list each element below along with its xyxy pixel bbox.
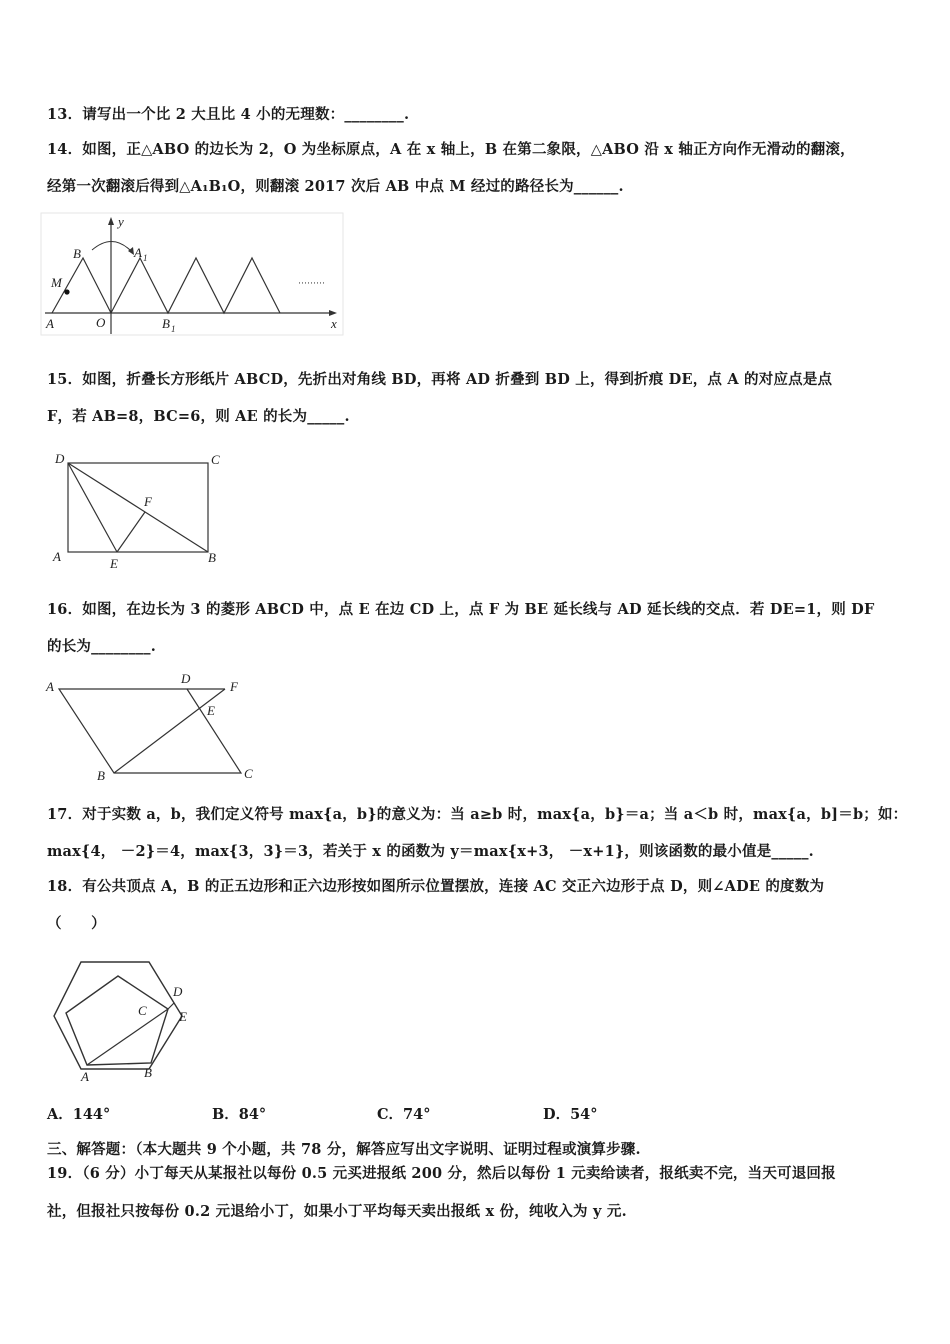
label-e: E [179,1009,187,1024]
rhombus-abcd [59,689,241,773]
q14-figure-frame [41,213,343,335]
label-f: F [230,679,238,694]
rolling-triangles [52,258,280,313]
label-a1: A [134,245,142,260]
label-b: B [97,768,105,783]
regular-pentagon [66,976,168,1065]
label-c: C [244,766,253,781]
q19-line2: 社，但报社只按每份 0.2 元退给小丁，如果小丁平均每天卖出报纸 x 份，纯收入为 y 元. [47,1203,627,1220]
q16-line1: 16．如图，在边长为 3 的菱形 ABCD 中，点 E 在边 CD 上，点 F 为 BE 延长线与 AD 延长线的交点．若 DE=1，则 DF [47,601,875,618]
q14-figure [40,212,345,337]
label-a: A [53,549,61,564]
label-a: A [46,316,54,331]
y-axis-arrow [108,217,114,225]
label-a1-sub: 1 [143,253,148,263]
label-x: x [331,316,337,331]
label-b1-sub: 1 [171,324,176,334]
regular-hexagon [54,962,182,1069]
rotation-arrow [92,241,132,252]
label-b1: B [162,316,170,331]
diagonal-bd [68,463,208,552]
q18-option-c: C．74° [377,1106,431,1123]
q18-option-d: D．54° [543,1106,598,1123]
label-y: y [118,214,124,229]
q15-figure [48,448,228,573]
q18-option-a: A．144° [47,1106,111,1123]
q14-line1: 14．如图，正△ABO 的边长为 2，O 为坐标原点，A 在 x 轴上，B 在第二象限，△ABO 沿 x 轴正方向作无滑动的翻滚， [47,141,855,158]
label-b: B [73,246,81,261]
label-d: D [181,671,191,686]
label-a: A [81,1069,89,1084]
line-bf [114,689,225,773]
label-f: F [144,494,152,509]
q18-line2: （ ） [47,915,106,932]
q15-line1: 15．如图，折叠长方形纸片 ABCD，先折出对角线 BD，再将 AD 折叠到 BD 上，得到折痕 DE，点 A 的对应点是点 [47,371,833,388]
label-c: C [138,1003,147,1018]
label-a: A [46,679,54,694]
crease-de [68,463,117,552]
q15-line2: F，若 AB=8，BC=6，则 AE 的长为_____. [47,408,350,425]
q17-line1: 17．对于实数 a，b，我们定义符号 max{a，b}的意义为：当 a≥b 时，max{a，b}＝a；当 a＜b 时，max{a，b]＝b；如： [47,806,908,823]
q18-figure [48,955,208,1087]
segment-ac [87,1009,168,1065]
label-b: B [144,1065,152,1080]
label-o: O [96,315,106,330]
q19-line1: 19．（6 分）小丁每天从某报社以每份 0.5 元买进报纸 200 分，然后以每份 1 元卖给读者，报纸卖不完，当天可退回报 [47,1165,836,1182]
label-d: D [173,984,183,999]
label-e: E [110,556,118,571]
label-e: E [207,703,215,718]
section3-heading: 三、解答题：（本大题共 9 个小题，共 78 分，解答应写出文字说明、证明过程或演算步骤. [47,1141,641,1158]
label-m: M [51,275,62,290]
q17-line2: max{4， －2}＝4，max{3，3}＝3，若关于 x 的函数为 y＝max{x+3， －x+1}，则该函数的最小值是_____. [47,843,814,860]
label-b: B [208,550,216,565]
point-m [64,289,69,294]
q14-line2: 经第一次翻滚后得到△A₁B₁O，则翻滚 2017 次后 AB 中点 M 经过的路径长为______. [47,178,624,195]
q16-line2: 的长为________. [47,638,156,655]
q13-line1: 13．请写出一个比 2 大且比 4 小的无理数：________. [47,106,410,123]
q18-line1: 18．有公共顶点 A，B 的正五边形和正六边形按如图所示位置摆放，连接 AC 交正六边形于点 D，则∠ADE 的度数为 [47,878,825,895]
label-dots: ········· [298,278,325,288]
q16-figure [42,668,272,786]
segment-cd [168,1003,174,1009]
q18-option-b: B．84° [212,1106,267,1123]
label-d: D [55,451,65,466]
label-c: C [211,452,220,467]
segment-ef [117,512,145,552]
